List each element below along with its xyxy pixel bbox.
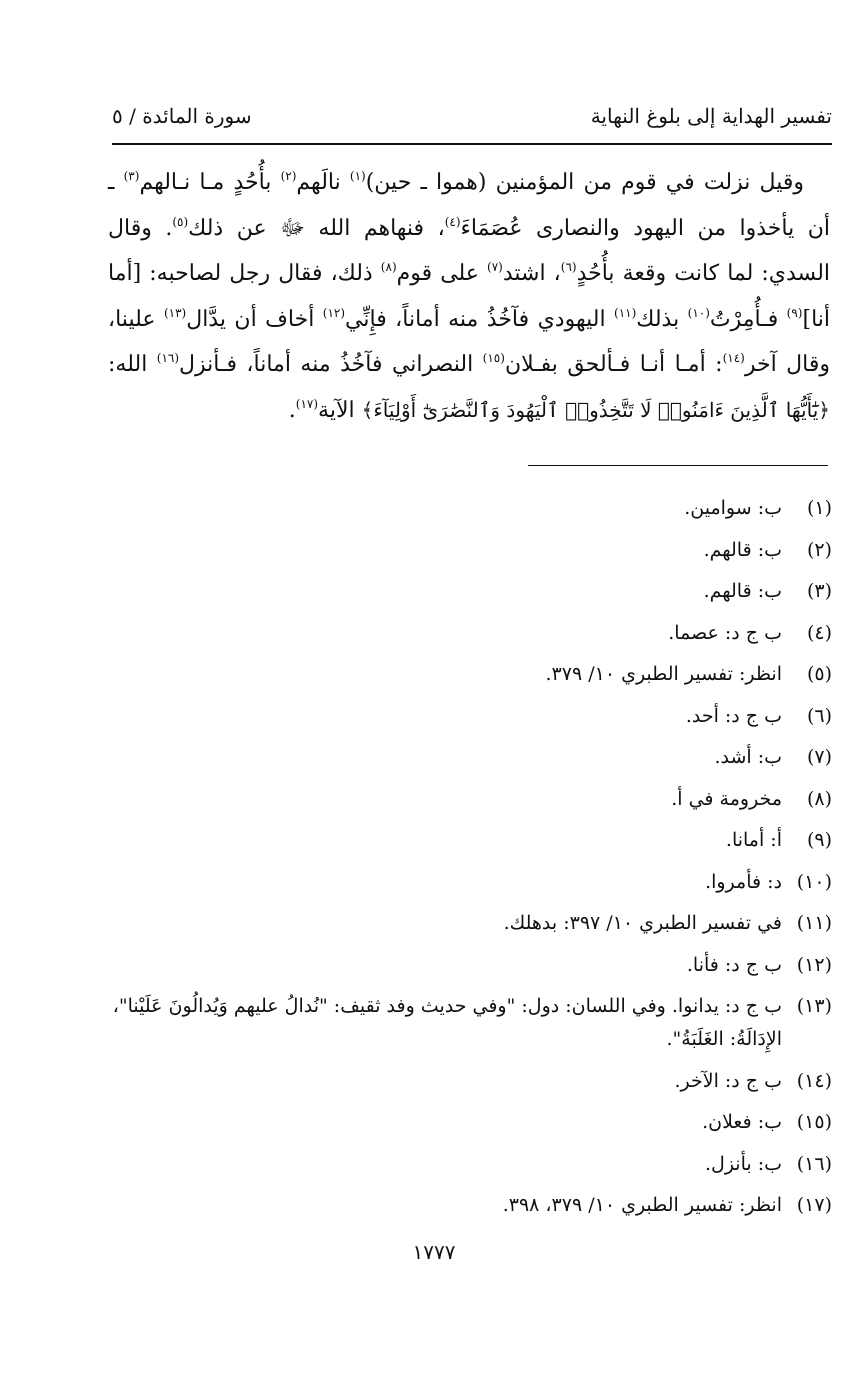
footnote-ref: (٨)	[380, 260, 397, 274]
footnote-ref: (٥)	[172, 214, 189, 229]
header-divider	[112, 143, 832, 145]
text-segment: بذلك	[636, 306, 688, 332]
footnote-item	[112, 617, 832, 650]
text-segment: ـ أن يأخذوا من اليهود والنصارى عُصَمَاءَ	[108, 170, 830, 241]
text-segment: ذلك، فقال رجل لصاحبه: [أما أنا]	[108, 261, 831, 332]
surah-label: سورة المائدة / ٥	[112, 104, 252, 128]
footnote-text: ب ج د: عصما.	[668, 621, 782, 644]
text-segment: ، فنهاهم الله ﷻ عن ذلك	[188, 215, 445, 241]
footnote-item	[112, 1189, 832, 1222]
footnote-ref: (١٣)	[163, 305, 187, 320]
text-segment: . وقال السدي: لما كانت وقعة بأُحُدٍ	[108, 215, 831, 286]
text-segment: وقيل نزلت في قوم من المؤمنين (هموا ـ حين)	[365, 170, 804, 195]
footnote-item	[112, 1065, 832, 1098]
footnote-item	[112, 700, 832, 733]
footnote-item	[112, 492, 832, 525]
footnote-text: في تفسير الطبري ١٠/ ٣٩٧: بدهلك.	[503, 912, 782, 934]
footnote-text: ب: أشد.	[714, 746, 782, 768]
text-segment: علينا، وقال آخر	[108, 306, 830, 377]
footnote-number: (١٠)	[796, 870, 832, 893]
footnote-number: (٨)	[806, 787, 832, 810]
book-title: تفسير الهداية إلى بلوغ النهاية	[590, 104, 832, 128]
text-segment: النصراني فآخُذُ منه أماناً، فـأنزل	[179, 352, 483, 377]
text-segment: فـأُمِرْتُ	[709, 306, 787, 332]
footnote-text: ب: فعلان.	[702, 1111, 782, 1133]
footnote-text: مخرومة في أ.	[671, 787, 782, 810]
footnote-number: (٧)	[806, 746, 832, 768]
footnote-ref: (١٥)	[482, 351, 505, 365]
footnote-item	[112, 1106, 832, 1139]
text-segment: : أمـا أنـا فـألحق بفـلان	[504, 352, 723, 377]
text-segment: نالَهم	[296, 170, 350, 195]
footnote-ref: (١٧)	[295, 396, 319, 411]
footnote-text: د: فأمروا.	[705, 870, 782, 893]
footnote-number: (٥)	[806, 663, 832, 685]
footnote-text: ب ج د: أحد.	[685, 704, 782, 727]
footnote-item	[112, 1148, 832, 1181]
text-segment: .	[288, 397, 296, 423]
footnote-number: (١٧)	[796, 1194, 832, 1216]
footnote-item	[112, 866, 832, 899]
footnote-number: (١٥)	[796, 1111, 832, 1133]
footnote-ref: (٤)	[444, 214, 461, 229]
footnote-number: (١٣)	[796, 995, 832, 1017]
footnote-number: (٣)	[806, 580, 832, 602]
footnote-number: (٦)	[806, 704, 832, 727]
footnote-ref: (١٤)	[722, 351, 745, 365]
footnote-item	[112, 907, 832, 940]
footnote-ref: (٧)	[487, 260, 503, 274]
text-segment: على قوم	[396, 261, 488, 286]
footnote-ref: (١٢)	[322, 305, 346, 320]
footnote-ref: (١١)	[614, 305, 637, 320]
footnote-item	[112, 783, 832, 816]
footnote-ref: (٩)	[786, 305, 803, 320]
footnote-text: ب: قالهم.	[703, 580, 782, 602]
footnote-number: (٢)	[806, 538, 832, 561]
page-number: ١٧٧٧	[412, 1240, 456, 1264]
footnote-number: (١٦)	[796, 1152, 832, 1175]
footnote-text: انظر: تفسير الطبري ١٠/ ٣٧٩، ٣٩٨.	[502, 1194, 782, 1216]
footnote-ref: (٣)	[123, 169, 140, 183]
text-segment: الآية	[318, 397, 362, 423]
footnote-ref: (١)	[349, 169, 366, 183]
footnote-item	[112, 534, 832, 567]
footnote-text: ب: قالهم.	[703, 538, 782, 561]
footnote-item	[112, 824, 832, 857]
footnote-text: ب ج د: يدانوا. وفي اللسان: دول: "وفي حديث وفد ثقيف: "نُدالُ عليهم وَيُدالُونَ عَلَيْنا"، الإِدَالَةُ: الغَلَبَةُ".	[112, 995, 782, 1050]
footnote-item	[112, 949, 832, 982]
footnote-number: (١)	[806, 497, 832, 519]
footnote-ref: (١٠)	[687, 305, 710, 320]
footnote-number: (١١)	[796, 912, 832, 934]
footnote-text: ب ج د: فأنا.	[686, 953, 782, 976]
footnote-number: (٩)	[806, 829, 832, 851]
footnote-number: (١٢)	[796, 953, 832, 976]
footnote-number: (٤)	[806, 621, 832, 644]
footnote-ref: (١٦)	[156, 351, 180, 365]
running-header	[112, 98, 832, 134]
footnote-text: ب: بأنزل.	[704, 1152, 782, 1175]
footnote-ref: (٢)	[280, 169, 297, 183]
text-segment: الله:	[108, 352, 157, 377]
footnote-text: انظر: تفسير الطبري ١٠/ ٣٧٩.	[545, 663, 782, 685]
footnotes-list	[112, 492, 832, 1231]
footnote-item	[112, 658, 832, 691]
footnote-ref: (٦)	[560, 260, 577, 274]
text-segment: اليهودي فآخُذُ منه أماناً، فإِنِّي	[345, 306, 615, 332]
main-text	[108, 160, 830, 433]
quran-verse: ﴿يَٰٓأَيُّهَا ٱلَّذِينَ ءَامَنُوا۟ لَا تَتَّخِذُوا۟ ٱلْيَهُودَ وَٱلنَّصَٰرَىٰٓ أَوْلِيَآءَ﴾	[361, 397, 830, 422]
footnote-item	[112, 741, 832, 774]
footnote-item	[112, 990, 832, 1056]
footnote-text: ب: سوامين.	[684, 497, 782, 519]
text-segment: بأُحُدٍ مـا نـالهم	[139, 170, 281, 195]
footnote-item	[112, 575, 832, 608]
text-segment: أخاف أن يدَّال	[186, 306, 323, 332]
footnote-number: (١٤)	[796, 1069, 832, 1092]
footnote-text: أ: أمانا.	[725, 829, 782, 851]
main-paragraph	[108, 160, 830, 433]
footnote-divider	[528, 465, 828, 466]
footnote-text: ب ج د: الآخر.	[674, 1069, 782, 1092]
text-segment: ، اشتد	[502, 261, 561, 286]
